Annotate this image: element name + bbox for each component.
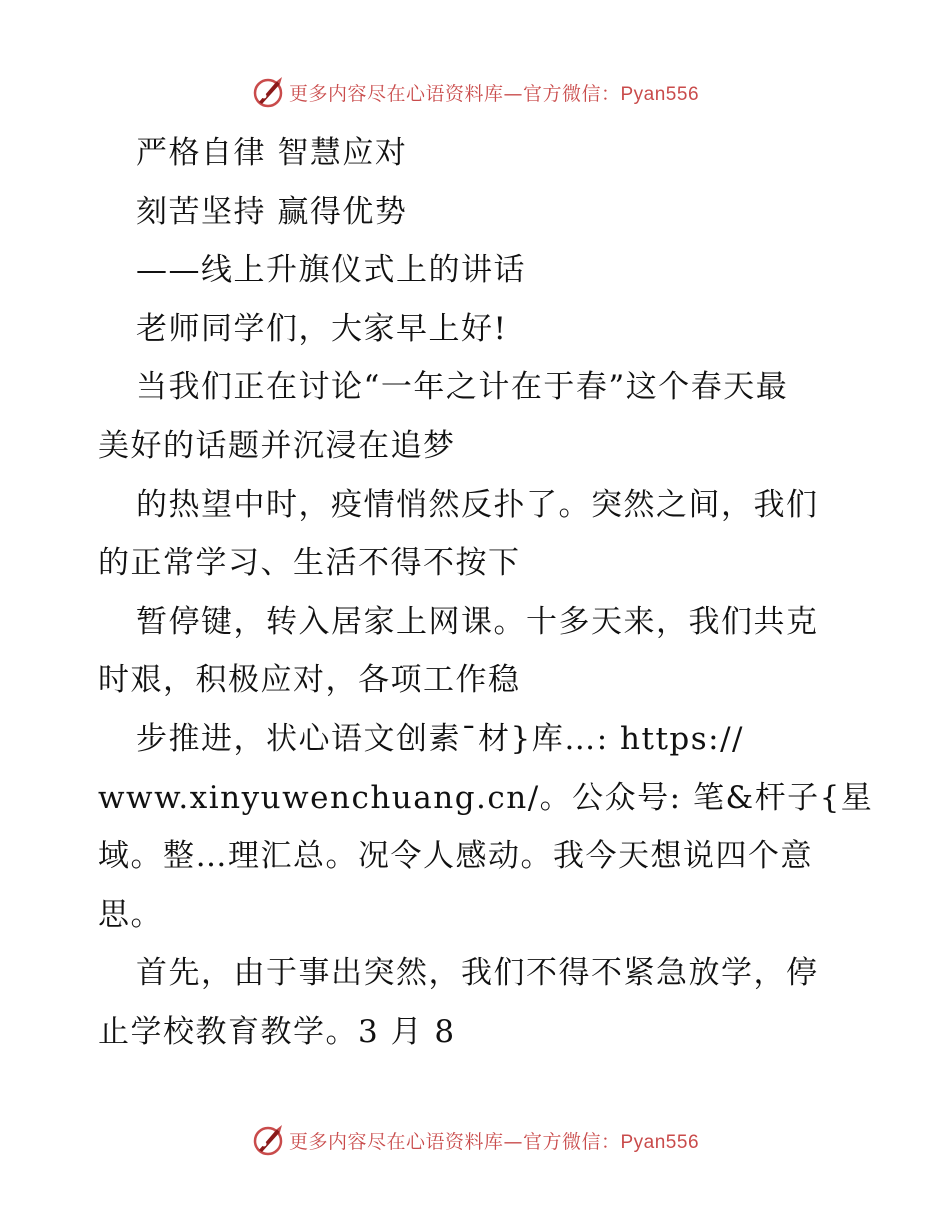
greeting-line: 老师同学们，大家早上好! bbox=[136, 310, 508, 347]
paragraph-line: www.xinyuwenchuang.cn/。公众号: 笔&杆子{星 bbox=[98, 779, 874, 816]
paragraph-line: 域。整…理汇总。况令人感动。我今天想说四个意 bbox=[98, 838, 813, 875]
footer-banner-text: 更多内容尽在心语资料库—官方微信：Pyan556 bbox=[288, 1130, 700, 1153]
paragraph-line: 的热望中时，疫情悄然反扑了。突然之间，我们 bbox=[136, 486, 819, 523]
header-banner-text: 更多内容尽在心语资料库—官方微信：Pyan556 bbox=[288, 82, 700, 105]
paragraph-line: 美好的话题并沉浸在追梦 bbox=[98, 427, 456, 464]
header-banner bbox=[0, 72, 950, 112]
title-line-2: 刻苦坚持 赢得优势 bbox=[136, 193, 408, 230]
footer-wechat-id: Pyan556 bbox=[620, 1131, 700, 1153]
paragraph-line: 思。 bbox=[98, 896, 163, 933]
paragraph-line: 暂停键，转入居家上网课。十多天来，我们共克 bbox=[136, 603, 819, 640]
footer-banner bbox=[0, 1120, 950, 1160]
paragraph-line: 步推进，状心语文创素¯材}库…: https:// bbox=[136, 720, 744, 757]
paragraph-line: 止学校教育教学。3 月 8 bbox=[98, 1013, 456, 1050]
subtitle-line: ——线上升旗仪式上的讲话 bbox=[136, 252, 526, 289]
paragraph-line: 的正常学习、生活不得不按下 bbox=[98, 545, 521, 582]
header-wechat-id: Pyan556 bbox=[620, 83, 700, 105]
quill-pen-logo-icon bbox=[251, 1123, 285, 1157]
paragraph-line: 当我们正在讨论“一年之计在于春”这个春天最 bbox=[136, 369, 789, 406]
document-body bbox=[98, 124, 874, 1062]
paragraph-line: 时艰，积极应对，各项工作稳 bbox=[98, 662, 521, 699]
quill-pen-logo-icon bbox=[251, 75, 285, 109]
paragraph-line: 首先，由于事出突然，我们不得不紧急放学，停 bbox=[136, 955, 819, 992]
title-line-1: 严格自律 智慧应对 bbox=[136, 135, 408, 171]
